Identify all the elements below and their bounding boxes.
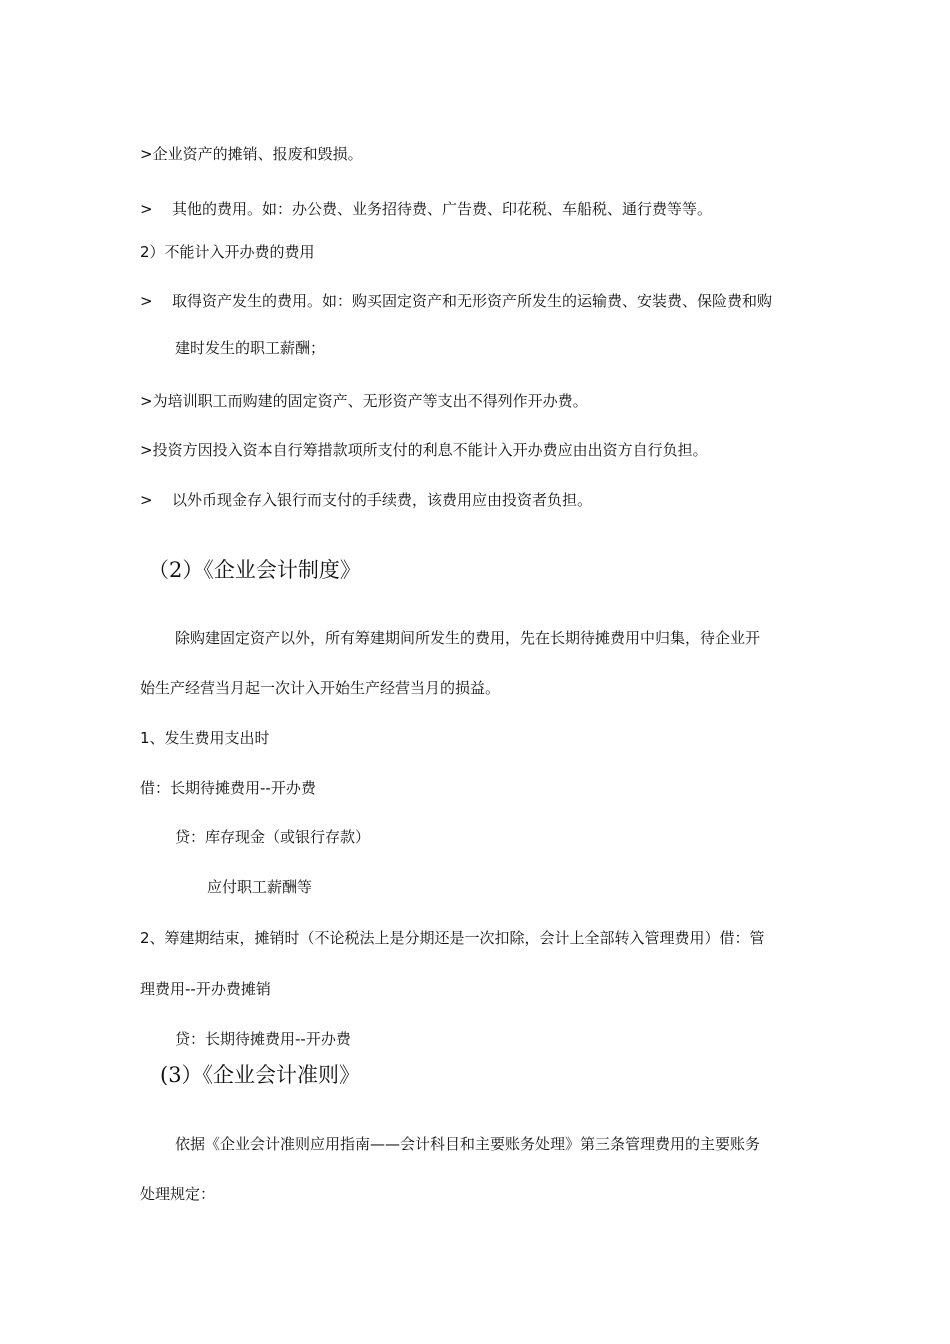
bullet-asset-acquisition [140, 291, 772, 311]
journal-credit: 应付职工薪酬等 [207, 878, 313, 896]
bullet-fx-fee [140, 490, 592, 510]
bullet-text: 取得资产发生的费用。如：购买固定资产和无形资产所发生的运输费、安装费、保险费和购 [172, 292, 773, 310]
paragraph-line: 除购建固定资产以外，所有筹建期间所发生的费用，先在长期待摊费用中归集，待企业开 [175, 629, 761, 647]
line-investor-interest: >投资方因投入资本自行筹措款项所支付的利息不能计入开办费应由出资方自行负担。 [140, 441, 708, 459]
journal-debit: 借：长期待摊费用--开办费 [140, 779, 316, 797]
bullet-text: 其他的费用。如：办公费、业务招待费、广告费、印花税、车船税、通行费等等。 [172, 200, 713, 218]
journal-credit: 贷：长期待摊费用--开办费 [175, 1030, 351, 1048]
bullet-marker: > [140, 491, 153, 509]
line-asset-amortization: >企业资产的摊销、报废和毁损。 [140, 145, 363, 163]
bullet-marker: > [140, 200, 153, 218]
bullet-other-expenses [140, 199, 712, 219]
section-non-startup-costs: 2）不能计入开办费的费用 [140, 243, 315, 261]
paragraph-line: 始生产经营当月起一次计入开始生产经营当月的损益。 [140, 679, 501, 697]
bullet-marker: > [140, 292, 153, 310]
journal-credit: 贷：库存现金（或银行存款） [175, 828, 371, 846]
step-2-continuation: 理费用--开办费摊销 [140, 980, 271, 998]
bullet-text: 以外币现金存入银行而支付的手续费，该费用应由投资者负担。 [172, 491, 593, 509]
line-training-assets: >为培训职工而购建的固定资产、无形资产等支出不得列作开办费。 [140, 392, 588, 410]
heading-enterprise-accounting-system: （2）《企业会计制度》 [148, 558, 361, 582]
bullet-continuation: 建时发生的职工薪酬； [175, 339, 326, 357]
paragraph-line: 依据《企业会计准则应用指南——会计科目和主要账务处理》第三条管理费用的主要账务 [175, 1135, 761, 1153]
heading-enterprise-accounting-standards: (3）《企业会计准则》 [160, 1063, 361, 1087]
step-2-title: 2、筹建期结束，摊销时（不论税法上是分期还是一次扣除，会计上全部转入管理费用）借：管 [140, 929, 765, 947]
step-1-title: 1、发生费用支出时 [140, 729, 270, 747]
paragraph-line: 处理规定： [140, 1185, 216, 1203]
